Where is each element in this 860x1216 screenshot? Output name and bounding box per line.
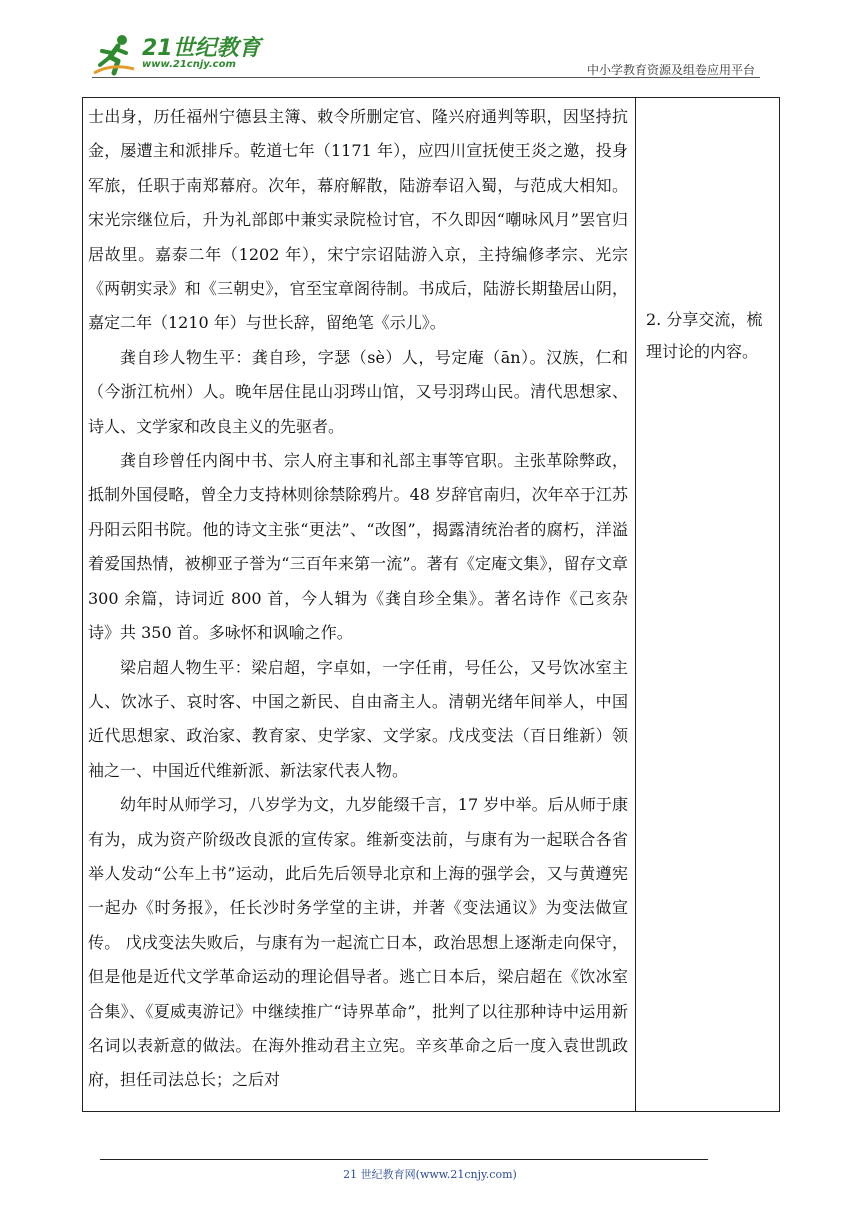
logo-url: www.21cnjy.com: [142, 59, 236, 70]
paragraph: 幼年时从师学习，八岁学为文，九岁能缀千言，17 岁中举。后从师于康有为，成为资产阶级改良派的宣传家。维新变法前，与康有为一起联合各省举人发动“公车上书”运动，此后先后领导北京和上海的强学会，又与黄遵宪一起办《时务报》，任长沙时务学堂的主讲，并著《变法通议》为变法做宣传。 戊戌变法失败后，与康有为一起流亡日本，政治思想上逐渐走向保守，但是他是近代文学革命运动的理论倡导者。逃亡日本后，梁启超在《饮冰室合集》、《夏威夷游记》中继续推广“诗界革命”，批判了以往那种诗中运用新名词以表新意的做法。在海外推动君主立宪。辛亥革命之后一度入袁世凯政府，担任司法总长；之后对: [88, 795, 628, 1090]
site-logo[interactable]: [92, 33, 262, 77]
paragraph: 龚自珍曾任内阁中书、宗人府主事和礼部主事等官职。主张革除弊政，抵制外国侵略，曾全力支持林则徐禁除鸦片。48 岁辞官南归，次年卒于江苏丹阳云阳书院。他的诗文主张“更法”、“改图”，揭露清统治者的腐朽，洋溢着爱国热情，被柳亚子誉为“三百年来第一流”。著有《定庵文集》，留存文章 300 余篇，诗词近 800 首，今人辑为《龚自珍全集》。著名诗作《己亥杂诗》共 350 首。多咏怀和讽喻之作。: [88, 451, 628, 643]
activity-text: 2. 分享交流，梳理讨论的内容。: [646, 310, 763, 361]
logo-text: 21世纪教育: [142, 36, 261, 61]
page-footer[interactable]: 21 世纪教育网(www.21cnjy.com): [343, 1168, 517, 1181]
content-column: [88, 100, 628, 1098]
footer-divider: [100, 1159, 708, 1160]
column-divider: [635, 98, 636, 1111]
paragraph: 龚自珍人物生平：龚自珍，字瑟（sè）人，号定庵（ān）。汉族，仁和（今浙江杭州）人。晚年居住昆山羽琌山馆，又号羽琌山民。清代思想家、诗人、文学家和改良主义的先驱者。: [88, 347, 628, 436]
activity-column: [646, 304, 774, 368]
lesson-table: [82, 97, 780, 1112]
header-divider: [92, 77, 760, 78]
paragraph: 士出身，历任福州宁德县主簿、敕令所删定官、隆兴府通判等职，因坚持抗金，屡遭主和派排斥。乾道七年（1171 年），应四川宣抚使王炎之邀，投身军旅，任职于南郑幕府。次年，幕府解散，陆游奉诏入蜀，与范成大相知。宋光宗继位后，升为礼部郎中兼实录院检讨官，不久即因“嘲咏风月”罢官归居故里。嘉泰二年（1202 年），宋宁宗诏陆游入京，主持编修孝宗、光宗《两朝实录》和《三朝史》，官至宝章阁待制。书成后，陆游长期蛰居山阴，嘉定二年（1210 年）与世长辞，留绝笔《示儿》。: [88, 107, 628, 333]
page-header: [0, 0, 860, 80]
paragraph: 梁启超人物生平：梁启超，字卓如，一字任甫，号任公，又号饮冰室主人、饮冰子、哀时客、中国之新民、自由斋主人。清朝光绪年间举人，中国近代思想家、政治家、教育家、史学家、文学家。戊戌变法（百日维新）领袖之一、中国近代维新派、新法家代表人物。: [88, 657, 628, 780]
runner-logo-icon: [92, 33, 136, 77]
platform-name: 中小学教育资源及组卷应用平台: [586, 63, 755, 77]
